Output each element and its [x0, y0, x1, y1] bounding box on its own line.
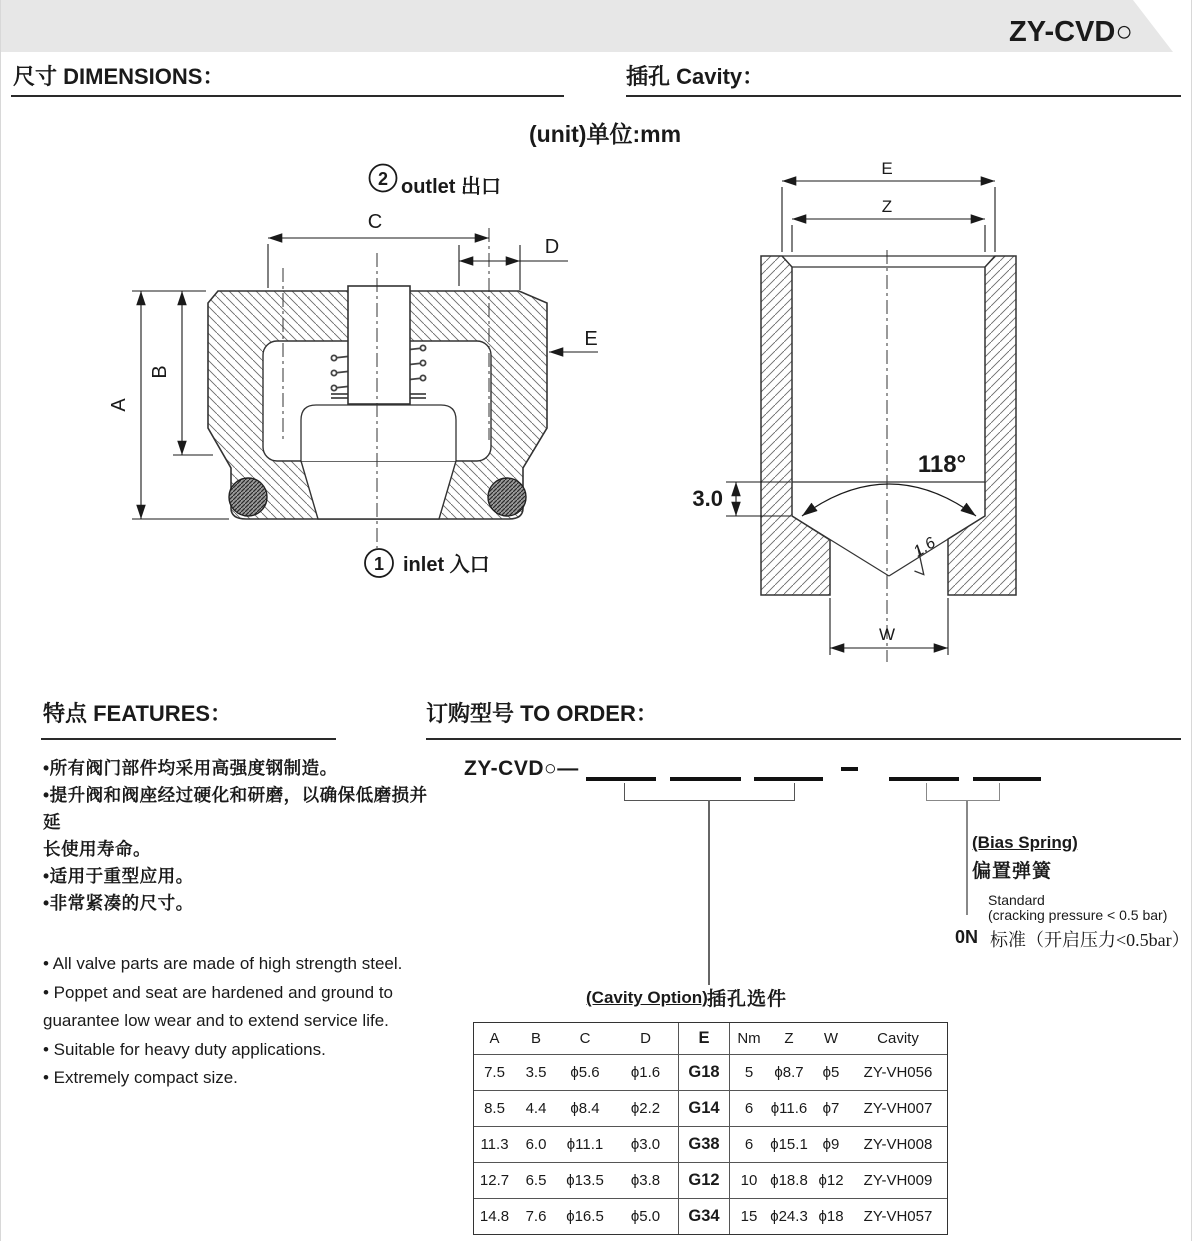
list-item: •所有阀门部件均采用高强度钢制造。: [43, 758, 338, 778]
rule-cavity: [626, 95, 1181, 97]
dim-e-cavity: [782, 181, 995, 252]
model-title: ZY-CVD○: [1009, 16, 1133, 48]
angle-label: 118°: [917, 451, 967, 478]
cavity-wall-right: [948, 256, 1016, 595]
table-row: [474, 1162, 947, 1198]
table-cell: ZY-VH007: [863, 1100, 933, 1117]
list-item: • Suitable for heavy duty applications.: [43, 1039, 326, 1059]
bias-code: 0N: [955, 927, 979, 947]
table-cell: ϕ9: [822, 1136, 840, 1153]
table-cell: ZY-VH057: [863, 1208, 933, 1225]
table-cell: 10: [740, 1172, 758, 1189]
table-cell: G34: [678, 1199, 730, 1234]
rule-order: [426, 738, 1181, 740]
table-header-row: [474, 1023, 947, 1054]
rule-dimensions: [11, 95, 564, 97]
outlet-label: [370, 165, 502, 199]
table-row: [474, 1198, 947, 1234]
valve-stem: [348, 286, 410, 404]
cavity-options-table: [473, 1022, 948, 1235]
poppet-cup: [301, 405, 456, 461]
dim-label-w: W: [878, 625, 896, 644]
cavity-wall-left: [761, 256, 830, 595]
table-header-cell: B: [530, 1030, 541, 1047]
poppet-lower: [301, 461, 456, 519]
table-cell: 7.6: [525, 1208, 547, 1225]
table-cell: ϕ3.8: [630, 1172, 661, 1189]
table-header-cell: Cavity: [877, 1030, 919, 1047]
dim-z: [792, 219, 985, 252]
dim-label-e: E: [584, 328, 598, 350]
table-cell: ϕ8.7: [774, 1064, 804, 1081]
list-item: •非常紧凑的尺寸。: [43, 893, 194, 913]
table-cell: 14.8: [479, 1208, 510, 1225]
bore-lines: [782, 256, 995, 576]
dim-c: [268, 238, 489, 288]
table-cell: 6.5: [525, 1172, 547, 1189]
bias-code-desc: 标准（开启压力<0.5bar）: [990, 930, 1190, 950]
table-cell: 7.5: [484, 1064, 505, 1081]
table-row: [474, 1090, 947, 1126]
valve-cross-section-drawing: [61, 150, 621, 590]
table-cell: G18: [678, 1055, 730, 1090]
section-title-order: 订购型号 TO ORDER：: [426, 701, 658, 726]
order-blank-1: [586, 777, 656, 781]
dim-label-d: D: [544, 236, 560, 258]
table-cell: 8.5: [484, 1100, 505, 1117]
table-cell: ϕ5.6: [570, 1064, 600, 1081]
order-blank-3: [754, 777, 823, 781]
top-gray-band: [1, 0, 1181, 52]
table-cell: G14: [678, 1091, 730, 1126]
rule-features: [41, 738, 336, 740]
list-item: • All valve parts are made of high strength steel.: [43, 954, 403, 973]
bias-standard-line1: Standard: [988, 892, 1045, 908]
table-cell: 11.3: [480, 1136, 509, 1153]
roughness-mark: [902, 534, 946, 577]
depth-label: 3.0: [692, 486, 723, 511]
bias-spring-dropline: [966, 800, 968, 915]
bias-spring-label-en: (Bias Spring): [972, 833, 1078, 852]
cavity-option-bracket: [624, 783, 795, 801]
table-header-cell: A: [489, 1030, 500, 1047]
table-cell: ϕ5.0: [630, 1208, 661, 1225]
table-header-cell: Z: [784, 1030, 794, 1047]
table-cell: 6: [744, 1136, 754, 1153]
unit-note: (unit)单位:mm: [529, 121, 682, 147]
dim-label-a: A: [108, 398, 130, 412]
order-blank-4: [889, 777, 959, 781]
table-cell: ϕ24.3: [770, 1208, 808, 1225]
table-cell: ZY-VH008: [863, 1136, 933, 1153]
table-cell: ϕ11.6: [770, 1100, 808, 1117]
table-cell: 12.7: [479, 1172, 510, 1189]
table-cell: ϕ12: [818, 1172, 844, 1189]
table-header-cell: Nm: [737, 1030, 761, 1047]
order-blank-2: [670, 777, 741, 781]
dim-label-e-cavity: E: [881, 159, 893, 178]
table-cell: ϕ15.1: [770, 1136, 808, 1153]
section-title-cavity: 插孔 Cavity：: [626, 64, 765, 89]
list-item: • Poppet and seat are hardened and ground to: [43, 982, 394, 1002]
outlet-text: outlet 出口: [401, 176, 501, 198]
list-item: 长使用寿命。: [43, 839, 151, 859]
table-cell: ϕ5: [822, 1064, 840, 1081]
outlet-num: 2: [377, 169, 389, 189]
table-cell: G38: [678, 1127, 730, 1162]
list-item: • Extremely compact size.: [43, 1068, 238, 1087]
table-cell: ϕ3.0: [630, 1136, 661, 1153]
dim-b: [173, 291, 213, 455]
section-title-dimensions: 尺寸 DIMENSIONS：: [13, 64, 225, 89]
dim-label-b: B: [149, 365, 171, 379]
table-cell: 4.4: [525, 1100, 547, 1117]
table-row: [474, 1126, 947, 1162]
table-cell: 15: [740, 1208, 758, 1225]
features-list-zh: [43, 755, 443, 917]
inlet-label: [365, 549, 490, 577]
table-cell: G12: [678, 1163, 730, 1198]
cavity-option-label-en: (Cavity Option): [586, 988, 708, 1007]
table-cell: ϕ2.2: [630, 1100, 661, 1117]
table-header-cell: D: [640, 1030, 651, 1047]
cavity-drawing: [681, 140, 1192, 680]
order-dash: [841, 767, 858, 771]
table-cell: ϕ7: [822, 1100, 840, 1117]
list-item: •适用于重型应用。: [43, 866, 194, 886]
bias-standard-line2: (cracking pressure < 0.5 bar): [988, 907, 1168, 923]
section-title-features: 特点 FEATURES：: [43, 701, 233, 726]
table-cell: ZY-VH009: [863, 1172, 933, 1189]
table-cell: 3.5: [525, 1064, 547, 1081]
list-item: •提升阀和阀座经过硬化和研磨，以确保低磨损并延: [43, 785, 428, 832]
table-cell: ϕ18: [818, 1208, 844, 1225]
table-header-cell: C: [579, 1030, 591, 1047]
order-blank-5: [973, 777, 1041, 781]
angle-arc: [802, 484, 976, 516]
table-row: [474, 1054, 947, 1090]
table-cell: 6.0: [525, 1136, 547, 1153]
bias-spring-bracket: [926, 783, 1000, 801]
dim-label-z: Z: [881, 197, 893, 216]
table-cell: ϕ16.5: [566, 1208, 604, 1225]
o-ring-left: [229, 478, 267, 516]
table-cell: ϕ11.1: [566, 1136, 604, 1153]
o-ring-right: [488, 478, 526, 516]
features-list-en: [43, 950, 453, 1093]
dim-label-c: C: [367, 211, 383, 233]
roughness-label: 1.6: [910, 534, 939, 561]
cavity-option-dropline: [708, 800, 710, 985]
bias-spring-label-zh: 偏置弹簧: [972, 861, 1053, 882]
table-header-cell: W: [823, 1030, 839, 1047]
table-cell: ϕ1.6: [630, 1064, 661, 1081]
table-cell: ZY-VH056: [863, 1064, 933, 1081]
table-cell: 5: [744, 1064, 754, 1081]
table-cell: ϕ8.4: [570, 1100, 600, 1117]
order-code-prefix: ZY-CVD○—: [464, 757, 579, 780]
inlet-num: 1: [373, 554, 385, 574]
list-item: guarantee low wear and to extend service life.: [43, 1011, 389, 1030]
table-header-cell: E: [678, 1023, 730, 1054]
table-cell: ϕ13.5: [566, 1172, 604, 1189]
table-cell: ϕ18.8: [770, 1172, 808, 1189]
inlet-text: inlet 入口: [403, 554, 490, 576]
table-cell: 6: [744, 1100, 754, 1117]
cavity-option-label-zh: 插孔选件: [707, 989, 788, 1010]
